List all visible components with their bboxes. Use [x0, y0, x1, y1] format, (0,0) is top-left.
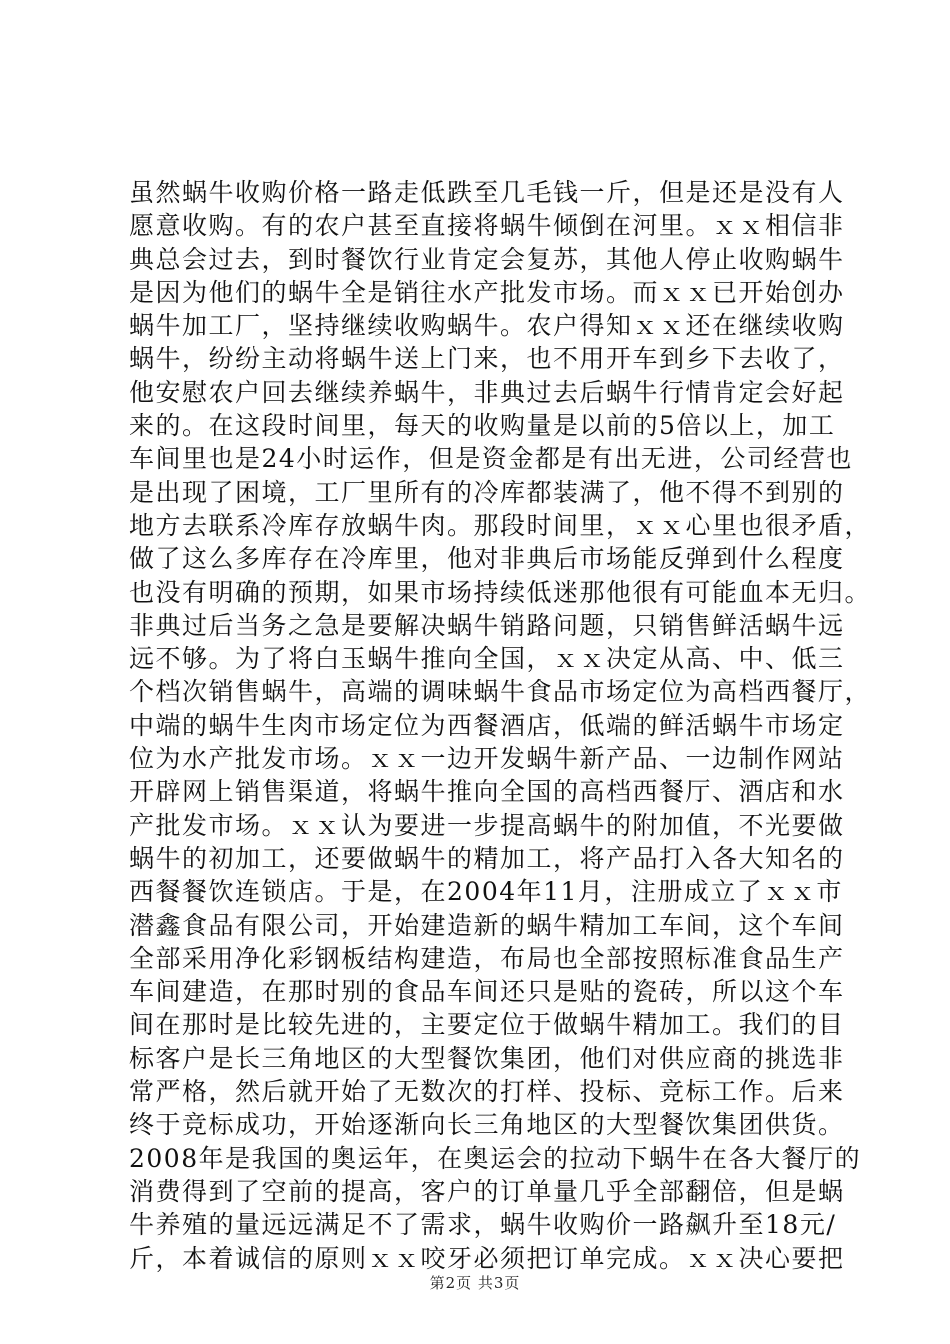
text-line: 中端的蜗牛生肉市场定位为西餐酒店，低端的鲜活蜗牛市场定: [129, 710, 845, 740]
text-line: 蜗牛的初加工，还要做蜗牛的精加工，将产品打入各大知名的: [129, 843, 845, 873]
text-line: 愿意收购。有的农户甚至直接将蜗牛倾倒在河里。ｘｘ相信非: [129, 211, 845, 241]
text-line: 2008年是我国的奥运年，在奥运会的拉动下蜗牛在各大餐厅的: [129, 1143, 862, 1173]
text-line: 典总会过去，到时餐饮行业肯定会复苏，其他人停止收购蜗牛: [129, 244, 845, 274]
text-line: 牛养殖的量远远满足不了需求，蜗牛收购价一路飙升至18元/: [129, 1210, 837, 1240]
text-line: 是出现了困境，工厂里所有的冷库都装满了，他不得不到别的: [129, 477, 845, 507]
text-line: 间在那时是比较先进的，主要定位于做蜗牛精加工。我们的目: [129, 1010, 845, 1040]
text-line: 常严格，然后就开始了无数次的打样、投标、竞标工作。后来: [129, 1077, 845, 1107]
text-line: 也没有明确的预期，如果市场持续低迷那他很有可能血本无归。: [129, 577, 872, 607]
text-line: 地方去联系冷库存放蜗牛肉。那段时间里，ｘｘ心里也很矛盾，: [129, 510, 872, 540]
text-line: 产批发市场。ｘｘ认为要进一步提高蜗牛的附加值，不光要做: [129, 810, 845, 840]
text-line: 开辟网上销售渠道，将蜗牛推向全国的高档西餐厅、酒店和水: [129, 777, 845, 807]
text-line: 是因为他们的蜗牛全是销往水产批发市场。而ｘｘ已开始创办: [129, 277, 845, 307]
text-line: 标客户是长三角地区的大型餐饮集团，他们对供应商的挑选非: [129, 1043, 845, 1073]
text-line: 来的。在这段时间里，每天的收购量是以前的5倍以上，加工: [129, 411, 836, 441]
text-line: 全部采用净化彩钢板结构建造，布局也全部按照标准食品生产: [129, 943, 845, 973]
text-line: 蜗牛加工厂，坚持继续收购蜗牛。农户得知ｘｘ还在继续收购: [129, 311, 845, 341]
body-paragraph: [129, 176, 872, 1275]
text-line: 远不够。为了将白玉蜗牛推向全国，ｘｘ决定从高、中、低三: [129, 644, 845, 674]
text-line: 个档次销售蜗牛，高端的调味蜗牛食品市场定位为高档西餐厅，: [129, 677, 872, 707]
text-line: 斤，本着诚信的原则ｘｘ咬牙必须把订单完成。ｘｘ决心要把: [129, 1243, 845, 1273]
text-line: 车间建造，在那时别的食品车间还只是贴的瓷砖，所以这个车: [129, 977, 845, 1007]
page-number-footer: 第2页 共3页: [429, 1274, 521, 1292]
text-line: 虽然蜗牛收购价格一路走低跌至几毛钱一斤，但是还是没有人: [129, 178, 845, 207]
text-line: 蜗牛，纷纷主动将蜗牛送上门来，也不用开车到乡下去收了，: [129, 344, 845, 374]
text-line: 做了这么多库存在冷库里，他对非典后市场能反弹到什么程度: [129, 544, 845, 574]
text-line: 消费得到了空前的提高，客户的订单量几乎全部翻倍，但是蜗: [129, 1176, 845, 1206]
text-line: 终于竞标成功，开始逐渐向长三角地区的大型餐饮集团供货。: [129, 1110, 845, 1140]
text-line: 非典过后当务之急是要解决蜗牛销路问题，只销售鲜活蜗牛远: [129, 610, 845, 640]
text-line: 他安慰农户回去继续养蜗牛，非典过去后蜗牛行情肯定会好起: [129, 377, 845, 407]
text-line: 潜鑫食品有限公司，开始建造新的蜗牛精加工车间，这个车间: [129, 910, 845, 940]
text-line: 位为水产批发市场。ｘｘ一边开发蜗牛新产品、一边制作网站: [129, 744, 845, 774]
text-line: 西餐餐饮连锁店。于是，在2004年11月，注册成立了ｘｘ市: [129, 877, 843, 907]
text-line: 车间里也是24小时运作，但是资金都是有出无进，公司经营也: [129, 444, 853, 474]
